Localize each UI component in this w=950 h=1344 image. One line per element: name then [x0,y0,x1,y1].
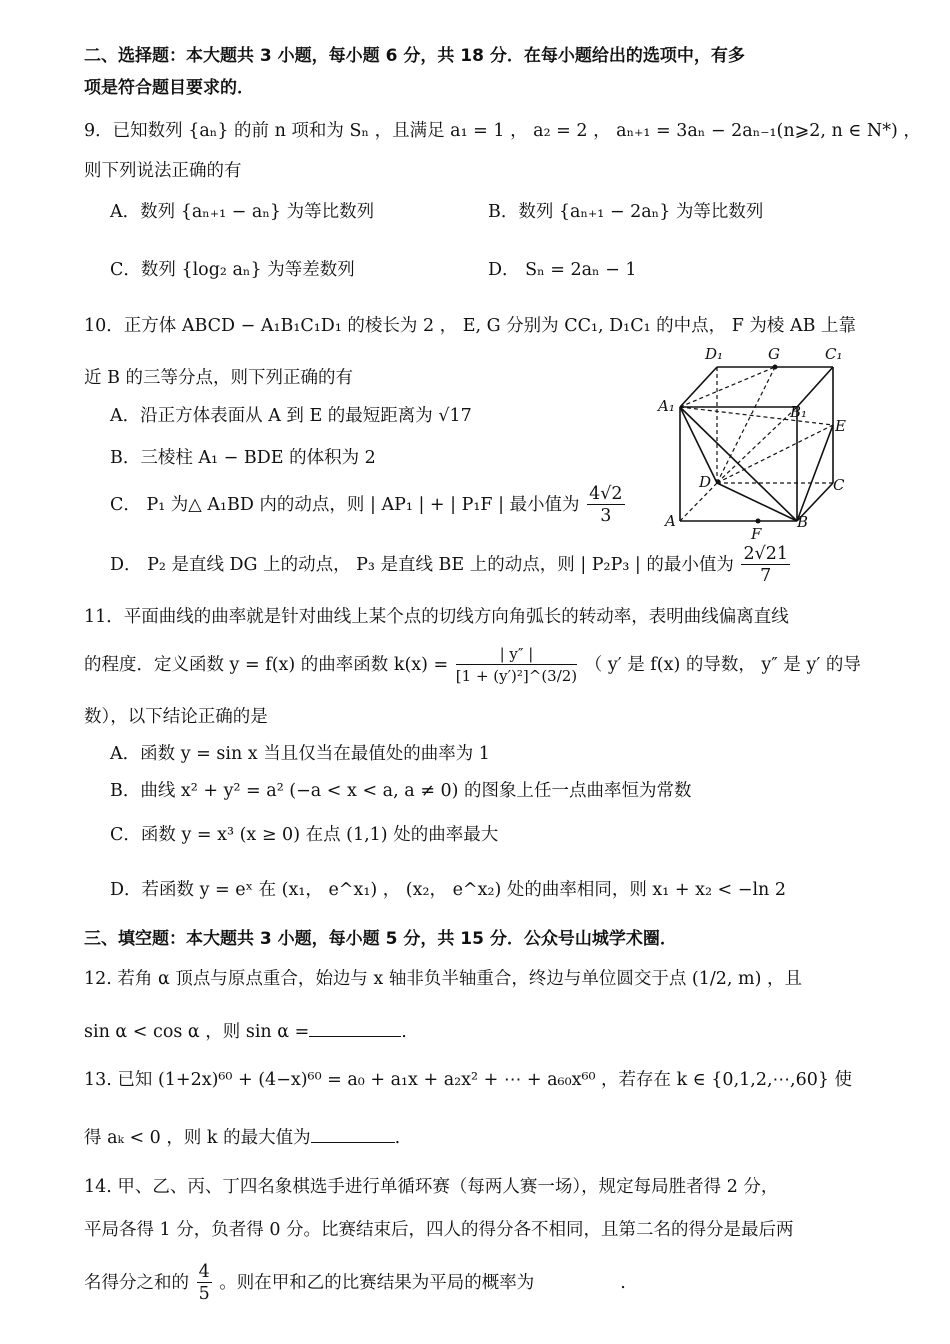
q9-stem: 9．已知数列 {aₙ} 的前 n 项和为 Sₙ ，且满足 a₁ = 1 ， a₂ = 2 ， aₙ₊₁ = 3aₙ − 2aₙ₋₁(n⩾2, n ∈ N*) ， [84,121,921,141]
label-c: C [833,476,845,494]
fraction-denominator: 3 [600,506,612,526]
q10-stem: 10．正方体 ABCD − A₁B₁C₁D₁ 的棱长为 2 ， E, G 分别为 CC₁, D₁C₁ 的中点， F 为棱 AB 上靠 [84,316,857,336]
label-f: F [751,525,762,543]
q9-stem-cont: 则下列说法正确的有 [84,161,242,181]
q14-stem-cont: 平局各得 1 分，负者得 0 分。比赛结束后，四人的得分各不相同，且第二名的得分是最后两 [84,1220,794,1240]
q13-stem-cont [84,1124,400,1150]
q10-option-b: B．三棱柱 A₁ − BDE 的体积为 2 [110,448,376,468]
fraction-numerator: 2√21 [743,544,789,564]
q11-option-a: A．函数 y = sin x 当且仅当在最值处的曲率为 1 [110,744,490,764]
q9-option-d: D． Sₙ = 2aₙ − 1 [488,260,637,280]
label-a1: A₁ [658,397,675,415]
fraction-numerator: 4√2 [589,484,623,504]
section-heading-fill: 三、填空题：本大题共 3 小题，每小题 5 分，共 15 分．公众号山城学术圈． [84,929,677,949]
cube-figure [655,345,855,545]
q14-stem-end [84,1262,626,1305]
q12-stem: 12. 若角 α 顶点与原点重合，始边与 x 轴非负半轴重合，终边与单位圆交于点 (1/2, m) ，且 [84,969,802,989]
q11-option-b: B．曲线 x² + y² = a² (−a < x < a, a ≠ 0) 的图象上任一点曲率恒为常数 [110,781,692,801]
q10-option-d [110,544,792,587]
q9-option-c: C．数列 {log₂ aₙ} 为等差数列 [110,260,355,280]
label-b1: B₁ [790,403,808,421]
label-a: A [665,512,676,530]
q12-period: . [401,1022,407,1042]
q13-stem: 13. 已知 (1+2x)⁶⁰ + (4−x)⁶⁰ = a₀ + a₁x + a₂x² + ⋯ + a₆₀x⁶⁰ ，若存在 k ∈ {0,1,2,⋯,60} 使 [84,1070,853,1090]
label-e: E [835,417,846,435]
q10-option-c-text: C． P₁ 为△ A₁BD 内的动点，则 | AP₁ | + | P₁F | 最小值为 [110,495,580,515]
q11-stem: 11．平面曲线的曲率就是针对曲线上某个点的切线方向角弧长的转动率，表明曲线偏离直线 [84,607,789,627]
q13-condition: 得 aₖ < 0 ，则 k 的最大值为 [84,1128,311,1148]
q11-stem-cont [84,644,861,687]
q11-option-d: D．若函数 y = eˣ 在 (x₁， e^x₁) ， (x₂， e^x₂) 处的曲率相同，则 x₁ + x₂ < −ln 2 [110,880,787,900]
q10-option-c-fraction [587,484,624,527]
fraction-denominator: 7 [760,566,772,586]
answer-blank[interactable] [311,1124,395,1143]
section-heading-choice: 二、选择题：本大题共 3 小题，每小题 6 分，共 18 分．在每小题给出的选项中，有多 [84,46,745,66]
curvature-fraction [456,644,577,687]
q9-option-a: A．数列 {aₙ₊₁ − aₙ} 为等比数列 [110,202,375,222]
label-d: D [699,473,712,491]
section-heading-choice-cont: 项是符合题目要求的． [84,78,254,98]
fraction-denominator: 5 [198,1284,210,1304]
q14-ratio-text: 名得分之和的 [84,1273,189,1293]
q10-option-a: A．沿正方体表面从 A 到 E 的最短距离为 √17 [110,406,472,426]
q10-option-d-fraction [741,544,790,587]
label-c1: C₁ [825,345,843,363]
label-b: B [797,513,809,531]
q12-stem-cont [84,1018,407,1044]
label-d1: D₁ [705,345,724,363]
q14-stem: 14. 甲、乙、丙、丁四名象棋选手进行单循环赛（每两人赛一场），规定每局胜者得 2 分， [84,1177,779,1197]
q11-option-c: C．函数 y = x³ (x ≥ 0) 在点 (1,1) 处的曲率最大 [110,825,499,845]
q11-stem-definition: 的程度．定义函数 y = f(x) 的曲率函数 k(x) = [84,655,449,675]
q14-fraction [197,1262,212,1305]
answer-blank[interactable] [309,1018,401,1037]
fraction-numerator: 4 [198,1262,210,1282]
q14-question: 。则在甲和乙的比赛结果为平局的概率为 [219,1273,535,1293]
q12-condition: sin α < cos α ，则 sin α = [84,1022,310,1042]
q11-stem-derivative-note: （ y′ 是 f(x) 的导数， y″ 是 y′ 的导 [584,655,861,675]
fraction-numerator: | y″ | [456,644,577,665]
q10-option-d-text: D． P₂ 是直线 DG 上的动点， P₃ 是直线 BE 上的动点，则 | P₂P₃ | 的最小值为 [110,555,734,575]
label-g: G [768,345,780,363]
fraction-denominator: [1 + (y′)²]^(3/2) [455,667,578,685]
q11-stem-end: 数），以下结论正确的是 [84,707,268,727]
q10-option-c [110,484,627,527]
q9-option-b: B．数列 {aₙ₊₁ − 2aₙ} 为等比数列 [488,202,764,222]
q14-period: . [620,1273,626,1293]
q10-stem-cont: 近 B 的三等分点，则下列正确的有 [84,368,353,388]
q13-period: . [394,1128,401,1148]
